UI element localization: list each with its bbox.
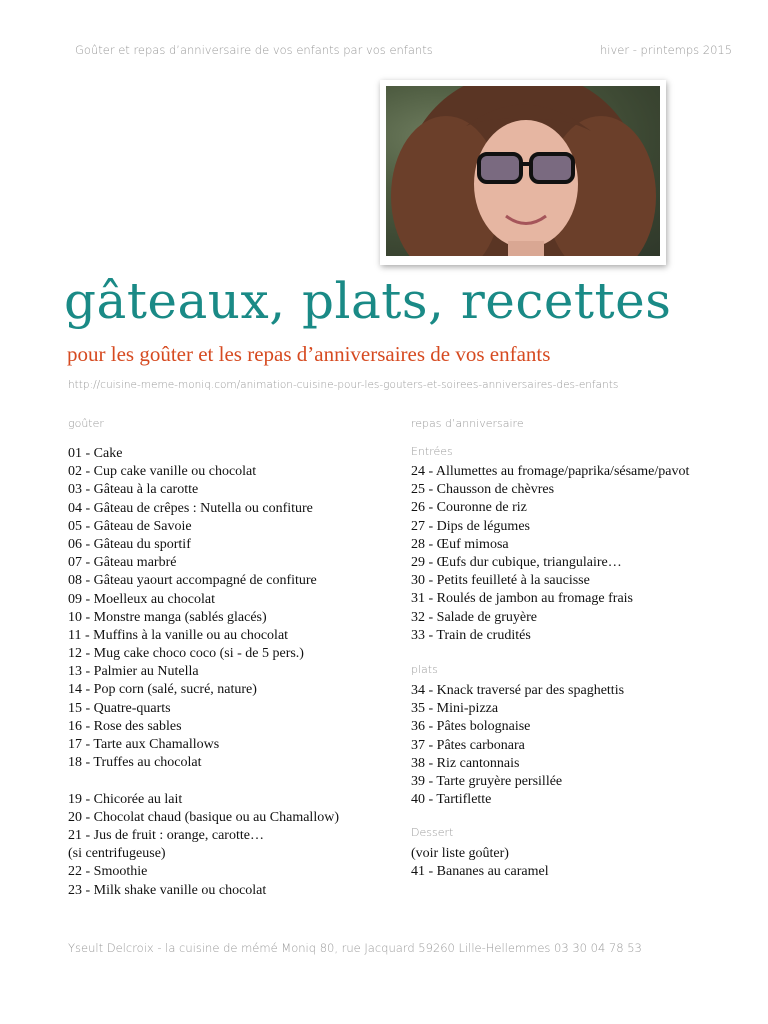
plats-list [411, 682, 624, 809]
list-item: 12 - Mug cake choco coco (si - de 5 pers.) [68, 646, 304, 662]
list-item: 38 - Riz cantonnais [411, 755, 520, 771]
list-item: 35 - Mini-pizza [411, 701, 499, 717]
list-item: 06 - Gâteau du sportif [68, 536, 191, 552]
list-item: 37 - Pâtes carbonara [411, 737, 525, 753]
list-item: 04 - Gâteau de crêpes : Nutella ou confiture [68, 500, 313, 516]
list-item: 24 - Allumettes au fromage/paprika/sésame/pavot [411, 464, 690, 479]
list-item: 08 - Gâteau yaourt accompagné de confiture [68, 573, 317, 589]
list-item: 32 - Salade de gruyère [411, 609, 537, 625]
list-item: 28 - Œuf mimosa [411, 536, 509, 552]
list-item: 21 - Jus de fruit : orange, carotte… [68, 827, 264, 843]
list-item: 22 - Smoothie [68, 864, 148, 880]
list-item: 13 - Palmier au Nutella [68, 664, 199, 680]
plats-heading: plats [411, 663, 438, 676]
list-item: 26 - Couronne de riz [411, 500, 527, 516]
page-title: gâteaux, plats, recettes [64, 272, 672, 330]
repas-heading: repas d’anniversaire [411, 417, 524, 430]
list-item: 30 - Petits feuilleté à la saucisse [411, 573, 590, 589]
list-item: 33 - Train de crudités [411, 627, 531, 643]
source-url[interactable]: http://cuisine-meme-moniq.com/animation-cuisine-pour-les-gouters-et-soirees-anniversaires-des-enfants [68, 379, 619, 391]
list-item: (si centrifugeuse) [68, 846, 166, 862]
list-item: 41 - Bananes au caramel [411, 864, 549, 880]
list-item: 39 - Tarte gruyère persillée [411, 773, 563, 789]
list-item: 19 - Chicorée au lait [68, 791, 183, 807]
footer-text: Yseult Delcroix - la cuisine de mémé Moniq 80, rue Jacquard 59260 Lille-Hellemmes 03 30 04 78 53 [68, 941, 642, 955]
portrait-photo-frame [380, 80, 666, 265]
list-item: 16 - Rose des sables [68, 718, 182, 734]
list-item: 40 - Tartiflette [411, 792, 492, 808]
list-item: 11 - Muffins à la vanille ou au chocolat [68, 627, 289, 643]
list-item: 07 - Gâteau marbré [68, 555, 177, 571]
header-right-text: hiver - printemps 2015 [600, 43, 733, 57]
list-item: (voir liste goûter) [411, 846, 509, 861]
dessert-heading: Dessert [411, 826, 454, 839]
list-item: 14 - Pop corn (salé, sucré, nature) [68, 682, 257, 698]
list-item: 03 - Gâteau à la carotte [68, 482, 199, 498]
list-item: 02 - Cup cake vanille ou chocolat [68, 464, 257, 480]
list-spacer [68, 772, 339, 790]
list-item: 31 - Roulés de jambon au fromage frais [411, 591, 633, 607]
list-item: 34 - Knack traversé par des spaghettis [411, 683, 625, 698]
portrait-photo-icon [386, 86, 660, 256]
list-item: 23 - Milk shake vanille ou chocolat [68, 882, 267, 898]
list-item: 27 - Dips de légumes [411, 518, 530, 534]
page-subtitle: pour les goûter et les repas d’anniversaires de vos enfants [67, 342, 551, 366]
list-item: 25 - Chausson de chèvres [411, 482, 555, 498]
list-item: 15 - Quatre-quarts [68, 700, 171, 716]
list-item: 05 - Gâteau de Savoie [68, 518, 192, 534]
list-item: 10 - Monstre manga (sablés glacés) [68, 609, 267, 625]
list-item: 20 - Chocolat chaud (basique ou au Chamallow) [68, 809, 339, 825]
list-item: 29 - Œufs dur cubique, triangulaire… [411, 554, 622, 570]
list-item: 36 - Pâtes bolognaise [411, 719, 531, 735]
gouter-list [68, 445, 339, 900]
header-left-text: Goûter et repas d’anniversaire de vos enfants par vos enfants [75, 43, 433, 57]
gouter-heading: goûter [68, 417, 104, 430]
entrees-list [411, 463, 689, 645]
entrees-heading: Entrées [411, 445, 453, 458]
list-item: 09 - Moelleux au chocolat [68, 591, 215, 607]
list-item: 18 - Truffes au chocolat [68, 755, 202, 771]
list-item: 01 - Cake [68, 446, 123, 461]
portrait-photo [386, 86, 660, 256]
list-item: 17 - Tarte aux Chamallows [68, 737, 220, 752]
dessert-list [411, 845, 549, 881]
